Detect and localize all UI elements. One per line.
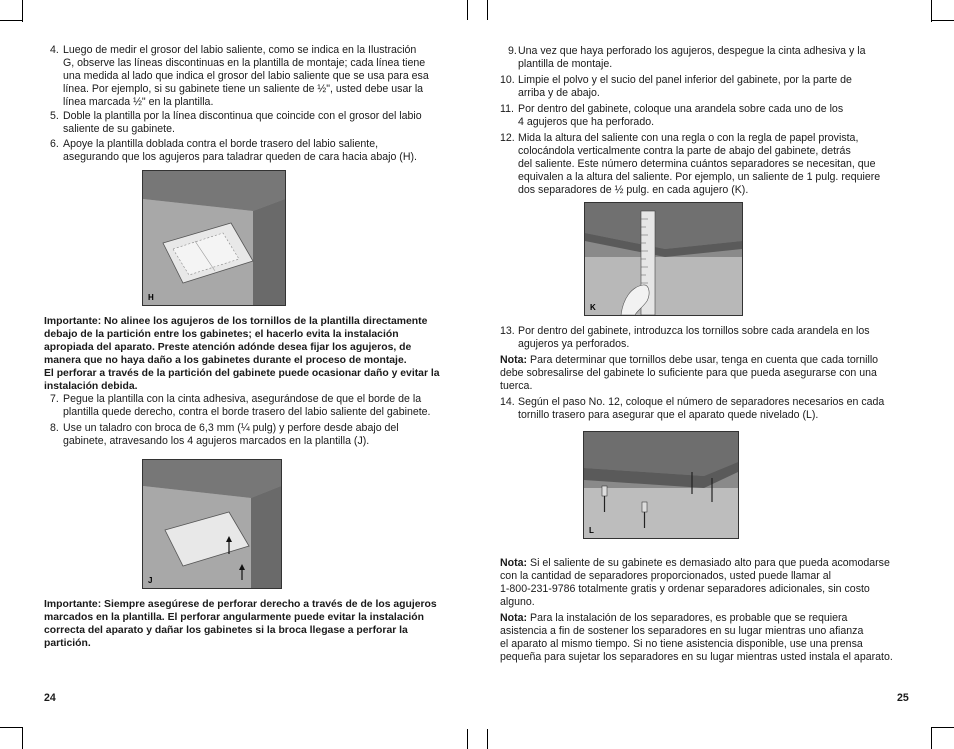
note-line: el aparato al mismo tiempo. Si no tiene asistencia disponible, use una prensa — [500, 638, 863, 650]
page-number: 25 — [897, 692, 909, 704]
note-assistance — [500, 612, 940, 664]
figure-j — [142, 459, 282, 589]
step-number: 5. — [50, 110, 59, 122]
important-line: marcados en la plantilla. El perforar angularmente puede evitar la instalación — [44, 612, 424, 623]
important-line: Importante: No alinee los agujeros de los tornillos de la plantilla directamente — [44, 316, 428, 327]
step-line: Use un taladro con broca de 6,3 mm (¼ pulg) y perfore desde abajo del — [63, 422, 399, 434]
step-line: colocándola verticalmente contra la parte de abajo del gabinete, detrás — [518, 145, 851, 157]
step-7 — [50, 393, 465, 419]
note-line: asistencia a fin de sostener los separadores en su lugar mientras uno afianza — [500, 625, 864, 637]
figure-k — [584, 202, 743, 316]
note-line: Para la instalación de los separadores, es probable que se requiera — [527, 612, 848, 624]
step-9 — [500, 45, 920, 71]
step-line: gabinete, atravesando los 4 agujeros marcados en la plantilla (J). — [63, 435, 370, 447]
step-line: del saliente. Este número determina cuántos separadores se necesitan, que — [518, 158, 876, 170]
step-line: línea. Por ejemplo, si su gabinete tiene un saliente de ½", usted debe usar la — [63, 83, 424, 95]
step-number: 7. — [50, 393, 59, 405]
note-label: Nota: — [500, 612, 528, 624]
step-line: Apoye la plantilla doblada contra el borde trasero del labio saliente, — [63, 138, 379, 150]
step-number: 8. — [50, 422, 59, 434]
step-number: 14. — [500, 396, 515, 408]
important-note-drilling — [44, 598, 464, 650]
step-5 — [50, 110, 460, 136]
step-number: 6. — [50, 138, 59, 150]
note-label: Nota: — [500, 354, 528, 366]
step-line: 4 agujeros que ha perforado. — [518, 116, 655, 128]
note-line: alguno. — [500, 596, 535, 608]
step-12 — [500, 132, 925, 197]
note-line: pequeña para sujetar los separadores en su lugar mientras usted instala el aparato. — [500, 651, 893, 663]
step-line: equivalen a la altura del saliente. Por ejemplo, un saliente de 1 pulg. requiere — [518, 171, 881, 183]
important-line: correcta del aparato y dañar los gabinetes si la broca llegase a perforar la — [44, 625, 408, 636]
note-line: Para determinar que tornillos debe usar, tenga en cuenta que cada tornillo — [527, 354, 879, 366]
figure-j-illustration — [143, 460, 281, 588]
important-line: manera que no haya daño a los gabinetes durante el proceso de montaje. — [44, 355, 407, 366]
step-number: 9. — [508, 45, 517, 57]
step-number: 12. — [500, 132, 515, 144]
figure-k-illustration — [585, 203, 742, 315]
important-line: Importante: Siempre asegúrese de perforar derecho a través de de los agujeros — [44, 599, 437, 610]
note-screw-length — [500, 354, 930, 393]
important-line: apropiada del aparato. Preste atención adónde desea fijar los agujeros, de — [44, 342, 412, 353]
step-line: Una vez que haya perforado los agujeros, despegue la cinta adhesiva y la — [518, 45, 866, 57]
step-11 — [500, 103, 920, 129]
step-line: plantilla quede derecho, contra el borde trasero del labio saliente del gabinete. — [63, 406, 431, 418]
figure-label: J — [148, 576, 153, 585]
step-line: saliente de su gabinete. — [63, 123, 175, 135]
important-line: El perforar a través de la partición del gabinete puede ocasionar daño y evitar la — [44, 368, 440, 379]
figure-h-illustration — [143, 171, 285, 305]
figure-label: H — [148, 293, 154, 302]
step-line: plantilla de montaje. — [518, 58, 613, 70]
figure-h — [142, 170, 286, 306]
important-line: partición. — [44, 638, 91, 649]
step-10 — [500, 74, 920, 100]
step-13 — [500, 325, 920, 351]
step-line: Por dentro del gabinete, introduzca los tornillos sobre cada arandela en los — [518, 325, 870, 337]
note-line: debe sobresalirse del gabinete lo suficiente para que pueda asegurarse con una — [500, 367, 877, 379]
note-label: Nota: — [500, 557, 528, 569]
step-14 — [500, 396, 920, 422]
step-line: línea marcada ½" en la plantilla. — [63, 96, 214, 108]
note-line: Si el saliente de su gabinete es demasiado alto para que pueda acomodarse — [527, 557, 890, 569]
step-line: una medida al lado que indica el grosor del labio saliente que se usa para esa — [63, 70, 429, 82]
figure-l-illustration — [584, 432, 738, 538]
step-line: Pegue la plantilla con la cinta adhesiva, asegurándose de que el borde de la — [63, 393, 422, 405]
step-4 — [50, 44, 460, 109]
page-number: 24 — [44, 692, 56, 704]
step-number: 13. — [500, 325, 515, 337]
step-line: Por dentro del gabinete, coloque una arandela sobre cada uno de los — [518, 103, 844, 115]
step-number: 11. — [500, 103, 514, 115]
important-line: instalación debida. — [44, 381, 138, 392]
step-number: 4. — [50, 44, 59, 56]
step-line: Limpie el polvo y el sucio del panel inferior del gabinete, por la parte de — [518, 74, 852, 86]
figure-label: L — [589, 526, 594, 535]
step-line: agujeros ya perforados. — [518, 338, 630, 350]
step-line: tornillo trasero para asegurar que el aparato quede nivelado (L). — [518, 409, 819, 421]
step-line: Doble la plantilla por la línea discontinua que coincide con el grosor del labio — [63, 110, 422, 122]
step-8 — [50, 422, 465, 448]
figure-label: K — [590, 303, 596, 312]
step-number: 10. — [500, 74, 515, 86]
step-line: Según el paso No. 12, coloque el número de separadores necesarios en cada — [518, 396, 885, 408]
note-extra-spacers — [500, 557, 930, 609]
step-6 — [50, 138, 460, 164]
step-line: G, observe las líneas discontinuas en la plantilla de montaje; cada línea tiene — [63, 57, 426, 69]
step-line: dos separadores de ½ pulg. en cada agujero (K). — [518, 184, 749, 196]
step-line: asegurando que los agujeros para taladrar queden de cara hacia abajo (H). — [63, 151, 417, 163]
note-line: 1-800-231-9786 totalmente gratis y ordenar separadores adicionales, sin costo — [500, 583, 870, 595]
note-line: con la cantidad de separadores proporcionados, usted puede llamar al — [500, 570, 831, 582]
step-line: Mida la altura del saliente con una regla o con la regla de papel provista, — [518, 132, 859, 144]
note-line: tuerca. — [500, 380, 533, 392]
important-note-partition — [44, 315, 464, 393]
important-line: debajo de la partición entre los gabinetes; el hacerlo evita la instalación — [44, 329, 399, 340]
step-line: Luego de medir el grosor del labio saliente, como se indica en la Ilustración — [63, 44, 417, 56]
figure-l — [583, 431, 739, 539]
right-page — [477, 0, 954, 749]
step-line: arriba y de abajo. — [518, 87, 600, 99]
